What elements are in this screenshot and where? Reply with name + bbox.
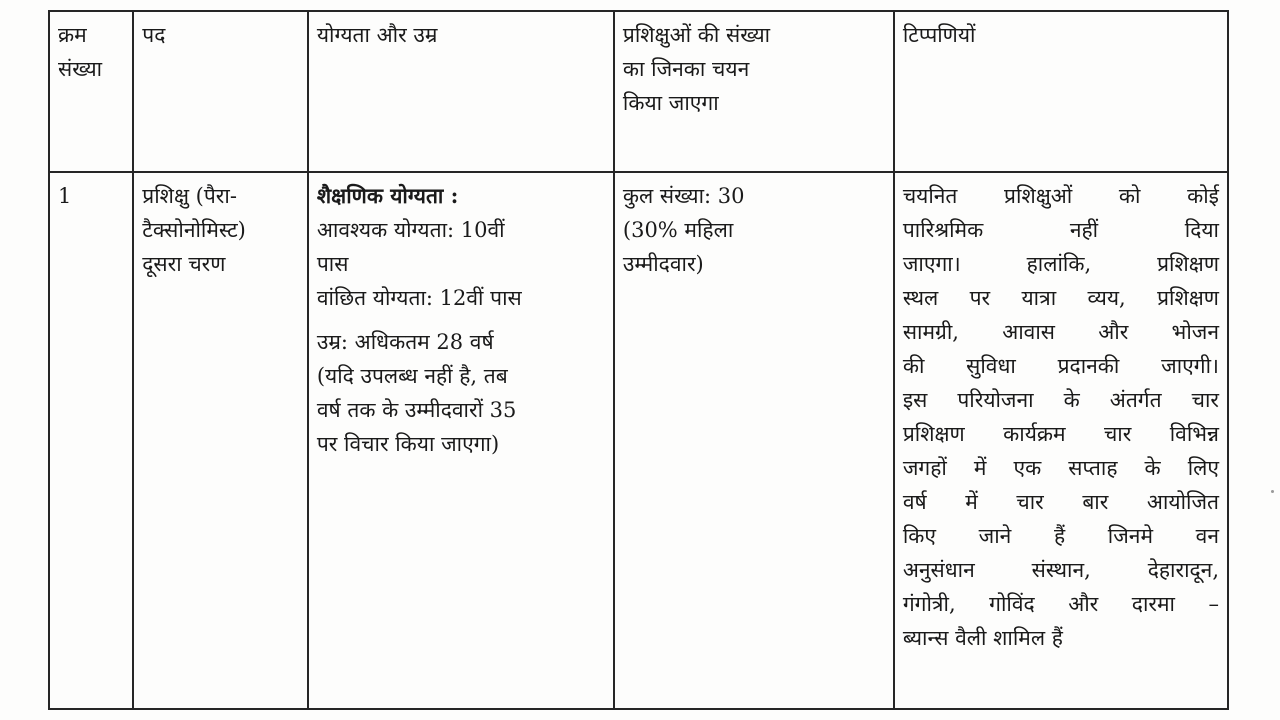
row-serial-number <box>49 172 133 709</box>
age-line: उम्र: अधिकतम 28 वर्ष <box>316 330 494 354</box>
row-remarks <box>894 172 1228 709</box>
row-trainee-count <box>614 172 894 709</box>
age-line: (यदि उपलब्ध नहीं है, तब <box>316 364 508 388</box>
remarks-line: सामग्री, आवास और भोजन <box>902 320 1219 344</box>
paragraph-gap <box>317 315 605 325</box>
scan-speck <box>1271 490 1274 493</box>
remarks-line: गंगोत्री, गोविंद और दारमा – <box>902 592 1219 616</box>
header-qualification-text: योग्यता और उम्र <box>316 23 438 47</box>
header-qualification-age <box>308 11 614 172</box>
header-post <box>133 11 308 172</box>
remarks-line: जगहों में एक सप्ताह के लिए <box>902 456 1219 480</box>
remarks-line: जाएगा। हालांकि, प्रशिक्षण <box>902 252 1219 276</box>
remarks-line: प्रशिक्षण कार्यक्रम चार विभिन्न <box>902 422 1219 446</box>
header-trainee-count <box>614 11 894 172</box>
desired-qualification: वांछित योग्यता: 12वीं पास <box>316 286 522 310</box>
remarks-line: किए जाने हैं जिनमे वन <box>902 524 1219 548</box>
age-line: वर्ष तक के उम्मीदवारों 35 <box>316 398 517 422</box>
header-serial-line: क्रम <box>58 23 87 47</box>
row-post <box>133 172 308 709</box>
post-line: टैक्सोनोमिस्ट) <box>142 218 246 242</box>
essential-qualification-line: पास <box>316 252 349 276</box>
header-remarks-text: टिप्पणियों <box>902 23 976 47</box>
remarks-line: इस परियोजना के अंतर्गत चार <box>902 388 1219 412</box>
header-trainees-line: का जिनका चयन <box>622 57 750 81</box>
remarks-line: ब्यान्स वैली शामिल हैं <box>902 626 1063 650</box>
header-remarks <box>894 11 1228 172</box>
header-serial-number <box>49 11 133 172</box>
remarks-line: अनुसंधान संस्थान, देहारादून, <box>902 558 1219 582</box>
remarks-line: वर्ष में चार बार आयोजित <box>902 490 1219 514</box>
row-qualification-age <box>308 172 614 709</box>
table-row <box>49 172 1228 709</box>
trainee-count-line: कुल संख्या: 30 <box>622 184 745 208</box>
table-header-row <box>49 11 1228 172</box>
remarks-line: पारिश्रमिक नहीं दिया <box>902 218 1219 242</box>
education-heading: शैक्षणिक योग्यता : <box>316 183 459 208</box>
header-serial-line: संख्या <box>58 57 103 81</box>
post-line: दूसरा चरण <box>142 252 226 276</box>
essential-qualification-line: आवश्यक योग्यता: 10वीं <box>316 218 505 242</box>
header-trainees-line: प्रशिक्षुओं की संख्या <box>622 23 771 47</box>
header-trainees-line: किया जाएगा <box>622 91 719 115</box>
header-post-text: पद <box>142 23 166 47</box>
trainee-count-line: उम्मीदवार) <box>622 252 704 276</box>
age-line: पर विचार किया जाएगा) <box>316 432 500 456</box>
training-table <box>48 10 1229 710</box>
post-line: प्रशिक्षु (पैरा- <box>142 184 237 208</box>
serial-value: 1 <box>58 184 72 208</box>
trainee-count-line: (30% महिला <box>622 218 734 242</box>
remarks-line: चयनित प्रशिक्षुओं को कोई <box>902 184 1219 208</box>
remarks-line: स्थल पर यात्रा व्यय, प्रशिक्षण <box>902 286 1219 310</box>
remarks-line: की सुविधा प्रदानकी जाएगी। <box>902 354 1219 378</box>
